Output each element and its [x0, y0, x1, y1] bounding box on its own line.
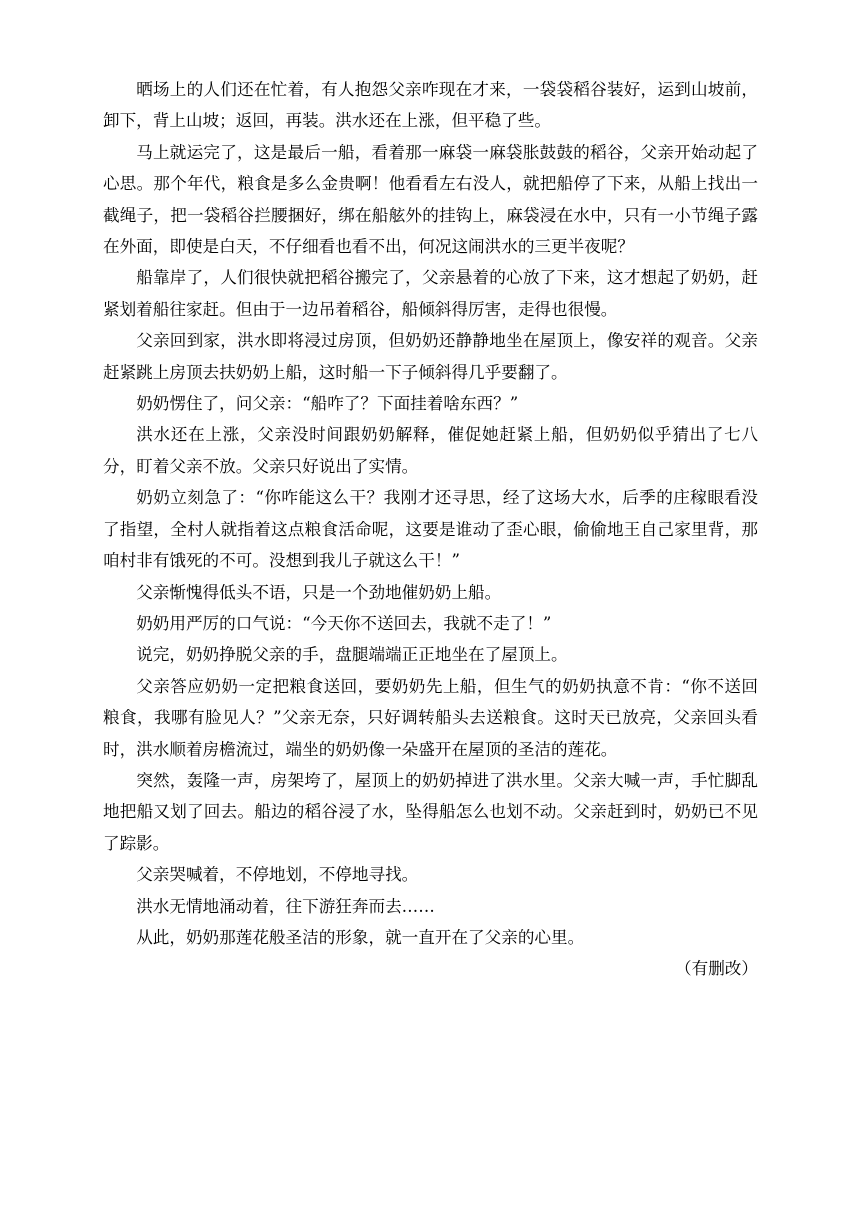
edit-note: （有删改）	[675, 959, 758, 979]
paragraph-4: 父亲回到家，洪水即将浸过房顶，但奶奶还静静地坐在屋顶上，像安祥的观音。父亲赶紧跳上房顶去扶奶奶上船，这时船一下子倾斜得几乎要翻了。	[103, 331, 758, 382]
paragraph-12: 突然，轰隆一声，房架垮了，屋顶上的奶奶掉进了洪水里。父亲大喊一声，手忙脚乱地把船又划了回去。船边的稻谷浸了水，坠得船怎么也划不动。父亲赶到时，奶奶已不见了踪影。	[103, 770, 758, 853]
paragraph-1: 晒场上的人们还在忙着，有人抱怨父亲咋现在才来，一袋袋稻谷装好，运到山坡前，卸下，背上山坡；返回，再装。洪水还在上涨，但平稳了些。	[103, 80, 758, 131]
paragraph-5: 奶奶愣住了，问父亲：“船咋了？下面挂着啥东西？”	[136, 394, 519, 414]
paragraph-7: 奶奶立刻急了：“你咋能这么干？我刚才还寻思，经了这场大水，后季的庄稼眼看没了指望，全村人就指着这点粮食活命呢，这要是谁动了歪心眼，偷偷地王自己家里背，那咱村非有饿死的不可。没想到我儿子就这么干！”	[103, 488, 758, 571]
paragraph-2: 马上就运完了，这是最后一船，看着那一麻袋一麻袋胀鼓鼓的稻谷，父亲开始动起了心思。那个年代，粮食是多么金贵啊！他看看左右没人，就把船停了下来，从船上找出一截绳子，把一袋稻谷拦腰捆好，绑在船舷外的挂钩上，麻袋浸在水中，只有一小节绳子露在外面，即使是白天，不仔细看也看不出，何况这闹洪水的三更半夜呢？	[103, 142, 758, 257]
paragraph-8: 父亲惭愧得低头不语，只是一个劲地催奶奶上船。	[136, 582, 502, 602]
article-body	[103, 74, 758, 985]
paragraph-9: 奶奶用严厉的口气说：“今天你不送回去，我就不走了！”	[136, 613, 552, 633]
paragraph-15: 从此，奶奶那莲花般圣洁的形象，就一直开在了父亲的心里。	[136, 927, 585, 947]
paragraph-10: 说完，奶奶挣脱父亲的手，盘腿端端正正地坐在了屋顶上。	[136, 645, 568, 665]
paragraph-6: 洪水还在上涨，父亲没时间跟奶奶解释，催促她赶紧上船，但奶奶似乎猜出了七八分，盯着父亲不放。父亲只好说出了实情。	[103, 425, 758, 476]
paragraph-11: 父亲答应奶奶一定把粮食送回，要奶奶先上船，但生气的奶奶执意不肯：“你不送回粮食，我哪有脸见人？”父亲无奈，只好调转船头去送粮食。这时天已放亮，父亲回头看时，洪水顺着房檐流过，端坐的奶奶像一朵盛开在屋顶的圣洁的莲花。	[103, 676, 758, 759]
paragraph-14: 洪水无情地涌动着，往下游狂奔而去……	[136, 896, 435, 916]
paragraph-3: 船靠岸了，人们很快就把稻谷搬完了，父亲悬着的心放了下来，这才想起了奶奶，赶紧划着船往家赶。但由于一边吊着稻谷，船倾斜得厉害，走得也很慢。	[103, 268, 758, 319]
paragraph-13: 父亲哭喊着，不停地划，不停地寻找。	[136, 865, 419, 885]
